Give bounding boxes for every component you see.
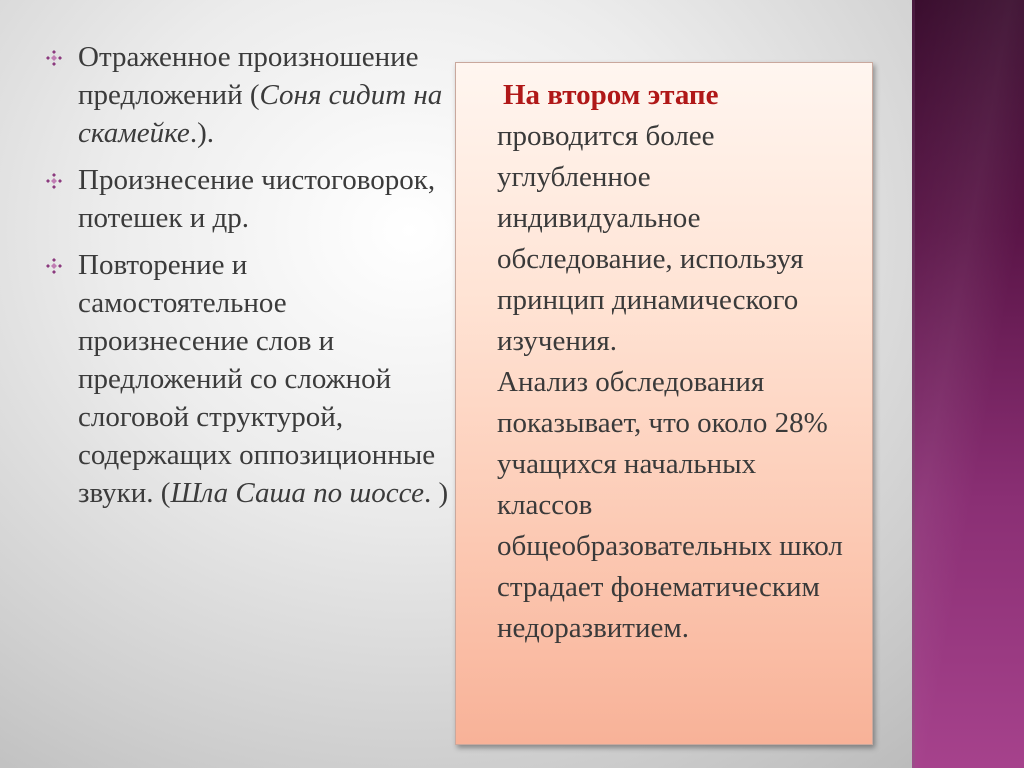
bullet-item	[44, 38, 454, 152]
bullet-text: Повторение и самостоятельное произнесение слов и предложений со сложной слоговой структурой, содержащих оппозиционные звуки. (	[78, 249, 436, 509]
bullet-list	[44, 38, 454, 521]
diamond-bullet-icon	[46, 50, 62, 66]
bullet-example: Шла Саша по шоссе	[170, 477, 424, 509]
bullet-item	[44, 161, 454, 237]
bullet-text-end: .).	[189, 117, 214, 149]
info-box-heading: На втором этапе	[503, 79, 719, 111]
info-box-paragraph-1: проводится более углубленное индивидуальное обследование, используя принцип динамического изучения.	[497, 120, 804, 357]
bullet-example: Соня сидит на скамейке	[78, 79, 443, 149]
bullet-text-end: . )	[424, 477, 449, 509]
info-box-paragraph-2: Анализ обследования показывает, что около 28% учащихся начальных классов общеобразовательных школ страдает фонематическим недоразвитием.	[497, 366, 843, 644]
bullet-text: Произнесение чистоговорок, потешек и др.	[78, 164, 436, 234]
decorative-side-band	[912, 0, 1024, 768]
side-band-highlight	[912, 0, 1024, 768]
info-box	[455, 62, 873, 745]
diamond-bullet-icon	[46, 258, 62, 274]
bullet-item	[44, 246, 454, 512]
bullet-text: Отраженное произношение предложений (	[78, 41, 419, 111]
diamond-bullet-icon	[46, 173, 62, 189]
